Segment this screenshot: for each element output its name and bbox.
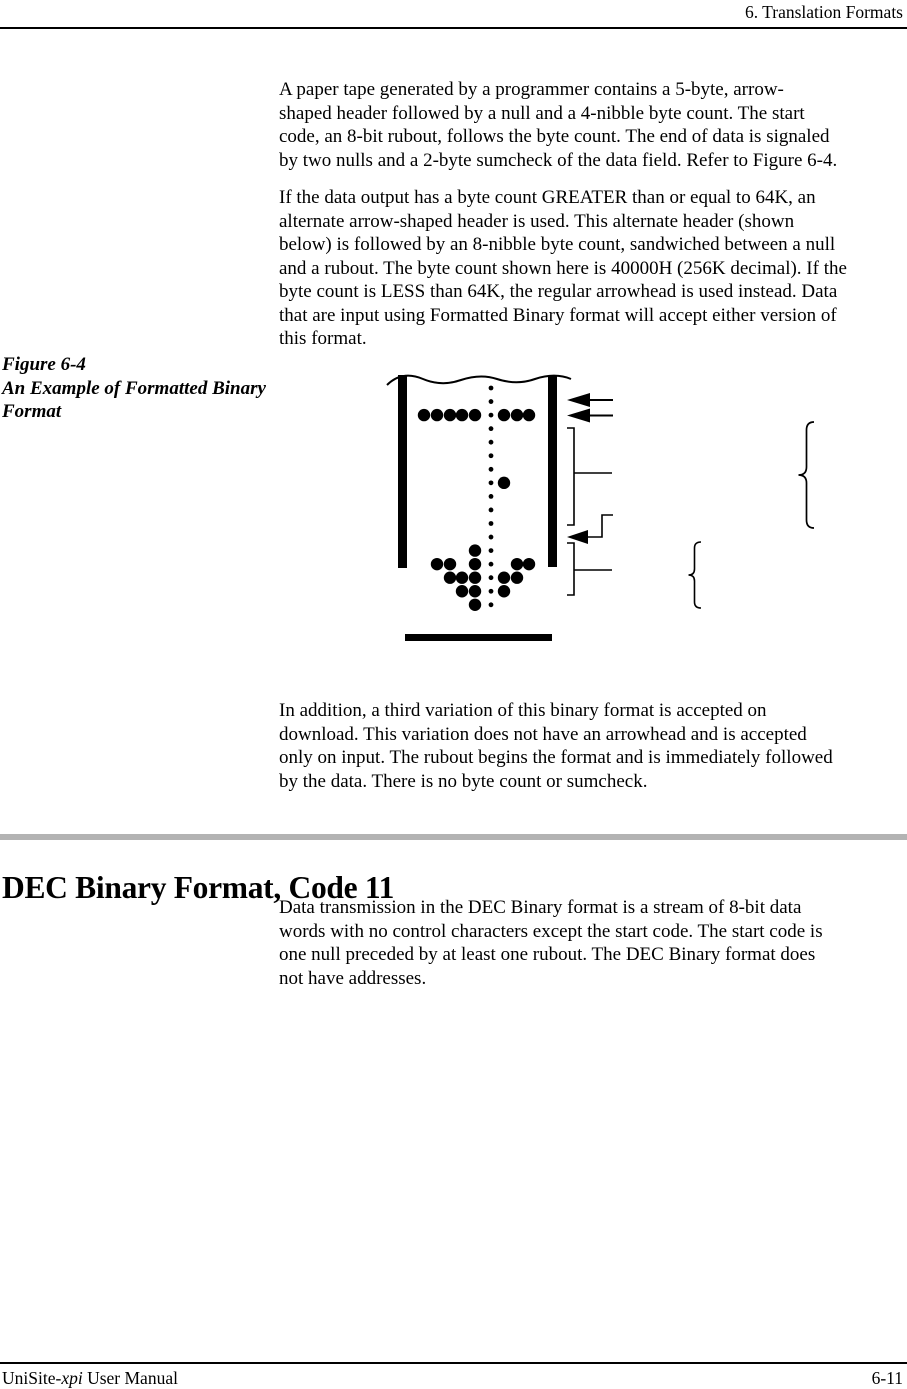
paragraph-third-variation: In addition, a third variation of this binary format is accepted on download. This variation does not have an arrowhead and is accepted only on input. The rubout begins the format and is immediately followed by the data. There is no byte count or sumcheck. [279, 700, 833, 792]
tape-end-bar [405, 634, 552, 641]
header-rule [0, 27, 907, 29]
arrowhead-bracket [567, 543, 612, 595]
running-header-title: 6. Translation Formats [744, 2, 903, 22]
tape-holes [418, 386, 535, 611]
tape-edge-right [548, 376, 557, 567]
footer-manual-prefix: UniSite- [2, 1368, 62, 1388]
paragraph-paper-tape-header: A paper tape generated by a programmer contains a 5-byte, arrow- shaped header followed by a null and a 4-nibble byte count. The start code, an 8-bit rubout, follows the byte count. The end of data is signaled by two nulls and a 2-byte sumcheck of the data field. Refer to Figure 6-4. [279, 79, 838, 171]
tape-edge-left [398, 375, 407, 568]
section-heading: DEC Binary Format, Code 11 [2, 870, 395, 906]
brace-large [799, 422, 815, 528]
paragraph-dec-binary: Data transmission in the DEC Binary format is a stream of 8-bit data words with no control characters except the start code. The start code is one null preceded by at least one rubout. The DEC Binary format does not have addresses. [279, 897, 823, 989]
tape-torn-edge [387, 376, 571, 385]
paper-tape-figure [385, 365, 830, 655]
callout-arrow-null [567, 393, 613, 407]
footer-manual-italic: xpi [61, 1368, 83, 1388]
paragraph-alternate-header: If the data output has a byte count GREATER than or equal to 64K, an alternate arrow-shaped header is used. This alternate header (shown below) is followed by an 8-nibble byte count, sandwiched between a null and a rubout. The byte count shown here is 40000H (256K decimal). If the byte count is LESS than 64K, the regular arrowhead is used instead. Data that are input using Formatted Binary format will accept either version of this format. [279, 187, 847, 349]
figure-caption: Figure 6-4 An Example of Formatted Binary Format [2, 354, 266, 422]
footer-rule [0, 1362, 907, 1364]
footer-manual-suffix: User Manual [82, 1368, 178, 1388]
footer-manual-title [2, 1368, 178, 1389]
footer-page-number: 6-11 [871, 1368, 903, 1388]
section-divider-rule [0, 834, 907, 840]
callout-arrow-rubout [567, 409, 613, 423]
brace-small [689, 542, 702, 608]
byte-count-bracket [567, 428, 612, 525]
